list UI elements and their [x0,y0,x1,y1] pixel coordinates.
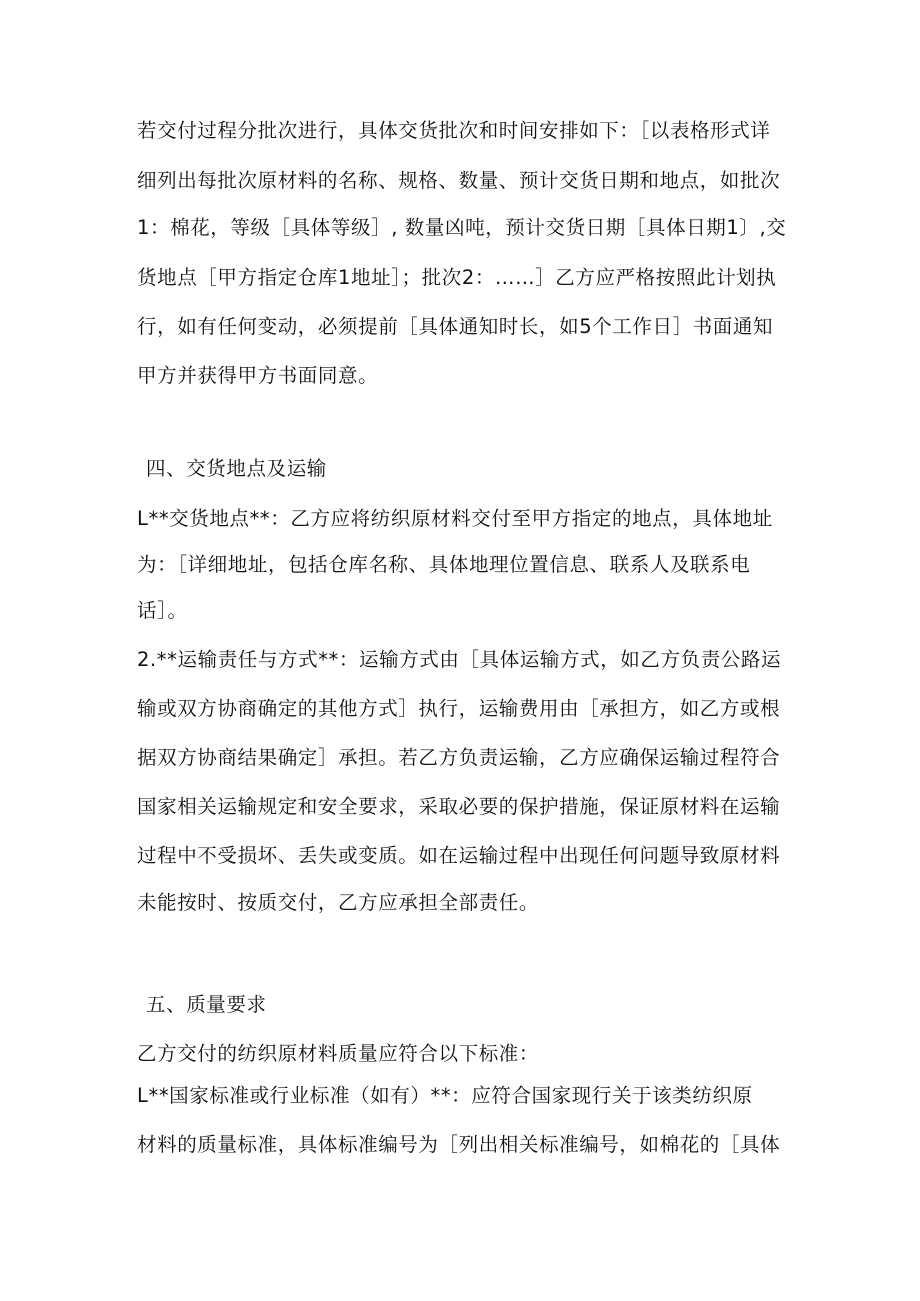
paragraph-line: 据双方协商结果确定］承担。若乙方负责运输，乙方应确保运输过程符合 [137,746,781,769]
paragraph-line: 国家相关运输规定和安全要求，采取必要的保护措施，保证原材料在运输 [137,795,781,818]
paragraph-line: 乙方交付的纺织原材料质量应符合以下标准： [137,1042,540,1065]
paragraph-line: 若交付过程分批次进行，具体交货批次和时间安排如下：［以表格形式详 [137,119,771,142]
paragraph-line: 为：［详细地址，包括仓库名称、具体地理位置信息、联系人及联系电 [137,553,751,576]
paragraph-line: 未能按时、按质交付，乙方应承担全部责任。 [137,891,540,914]
paragraph-line: L**交货地点**：乙方应将纺织原材料交付至甲方指定的地点，具体地址 [137,507,773,530]
paragraph-line: 1：棉花，等级［具体等级］, 数量凶吨，预计交货日期［具体日期1〕,交 [137,216,787,239]
paragraph-line: 行，如有任何变动，必须提前［具体通知时长，如5个工作日］书面通知 [137,315,774,338]
paragraph-line: 话］。 [137,599,188,622]
section-heading-5: 五、质量要求 [146,993,267,1016]
section-heading-4: 四、交货地点及运输 [146,457,327,480]
paragraph-line: 细列出每批次原材料的名称、规格、数量、预计交货日期和地点，如批次 [137,169,781,192]
paragraph-line: 过程中不受损坏、丢失或变质。如在运输过程中出现任何问题导致原材料 [137,844,781,867]
paragraph-line: 甲方并获得甲方书面同意。 [137,364,379,387]
paragraph-line: 输或双方协商确定的其他方式］执行，运输费用由［承担方，如乙方或根 [137,697,781,720]
paragraph-line: 2.**运输责任与方式**：运输方式由［具体运输方式，如乙方负责公路运 [137,648,782,671]
paragraph-line: L**国家标准或行业标准（如有）**：应符合国家现行关于该类纺织原 [137,1084,753,1107]
paragraph-line: 材料的质量标准，具体标准编号为［列出相关标准编号，如棉花的［具体 [137,1133,781,1156]
paragraph-line: 货地点［甲方指定仓库1地址］；批次2：……］乙方应严格按照此计划执 [137,266,777,289]
